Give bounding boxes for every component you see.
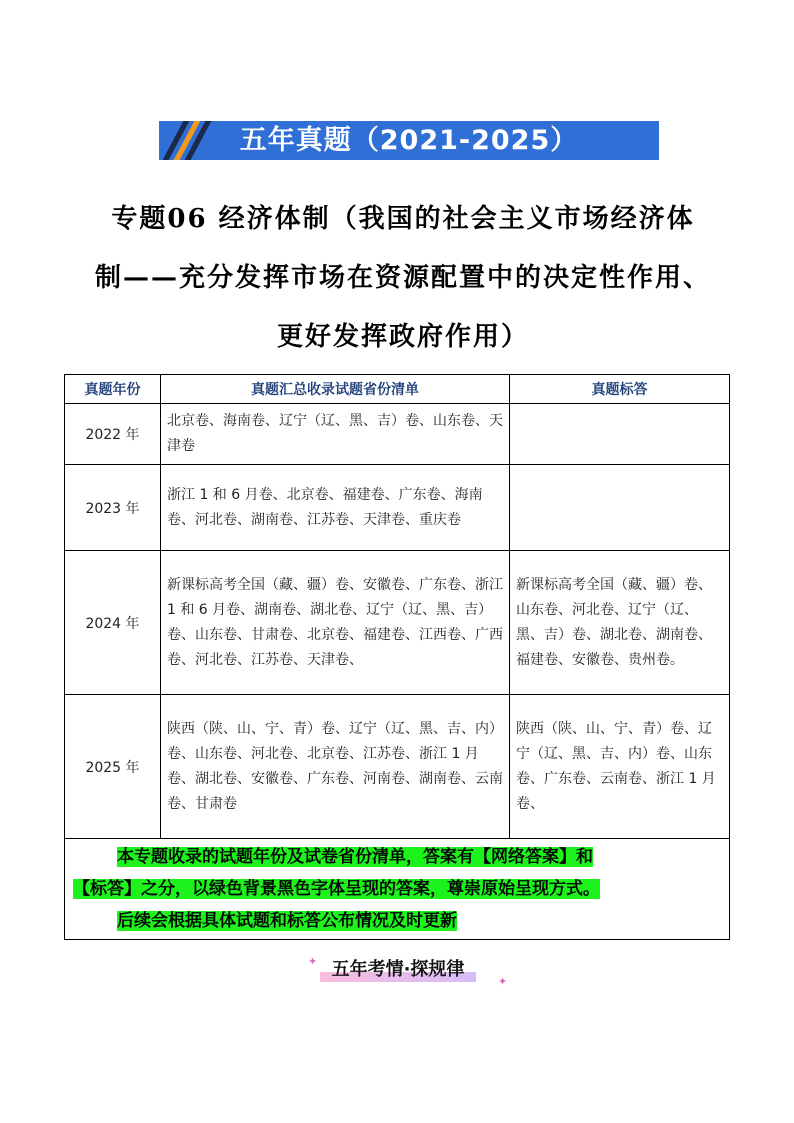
header-standard-answers: 真题标答 (510, 375, 730, 404)
table-row (65, 465, 730, 551)
sparkle-icon: ✦ (308, 955, 318, 968)
note-line: 本专题收录的试题年份及试卷省份清单，答案有【网络答案】和 (117, 847, 593, 867)
heading-line: 更好发挥政府作用） (276, 322, 529, 352)
note-cell (65, 839, 730, 940)
province-list-cell: 浙江 1 和 6 月卷、北京卷、福建卷、广东卷、海南卷、河北卷、湖南卷、江苏卷、天津卷、重庆卷 (161, 465, 510, 551)
section-tag: 五年考情·探规律 (331, 959, 465, 980)
note-line: 【标答】之分，以绿色背景黑色字体呈现的答案，尊崇原始呈现方式。 (73, 879, 600, 899)
answers-cell (510, 465, 730, 551)
note-row (65, 839, 730, 940)
title-banner (159, 121, 659, 160)
banner-title: 五年真题（2021-2025） (239, 125, 579, 156)
table-row (65, 551, 730, 695)
header-province-list: 真题汇总收录试题省份清单 (161, 375, 510, 404)
heading-line: 制——充分发挥市场在资源配置中的决定性作用、 (94, 263, 711, 293)
heading-line: 专题06 经济体制（我国的社会主义市场经济体 (111, 204, 695, 234)
province-list-cell: 新课标高考全国（藏、疆）卷、安徽卷、广东卷、浙江 1 和 6 月卷、湖南卷、湖北卷、辽宁（辽、黑、吉）卷、山东卷、甘肃卷、北京卷、福建卷、江西卷、广西卷、河北卷、江苏卷、天津卷、 (161, 551, 510, 695)
table-row (65, 695, 730, 839)
table-header-row (65, 375, 730, 404)
year-cell: 2024 年 (65, 551, 161, 695)
year-cell: 2022 年 (65, 404, 161, 465)
province-list-cell: 陕西（陕、山、宁、青）卷、辽宁（辽、黑、吉、内）卷、山东卷、河北卷、北京卷、江苏卷、浙江 1 月卷、湖北卷、安徽卷、广东卷、河南卷、湖南卷、云南卷、甘肃卷 (161, 695, 510, 839)
exam-years-table (64, 374, 730, 940)
table-row (65, 404, 730, 465)
answers-cell (510, 404, 730, 465)
sparkle-icon: ✦ (498, 975, 508, 988)
answers-cell: 陕西（陕、山、宁、青）卷、辽宁（辽、黑、吉、内）卷、山东卷、广东卷、云南卷、浙江 1 月卷、 (510, 695, 730, 839)
answers-cell: 新课标高考全国（藏、疆）卷、山东卷、河北卷、辽宁（辽、黑、吉）卷、湖北卷、湖南卷、福建卷、安徽卷、贵州卷。 (510, 551, 730, 695)
header-year: 真题年份 (65, 375, 161, 404)
year-cell: 2025 年 (65, 695, 161, 839)
topic-heading (78, 190, 728, 367)
province-list-cell: 北京卷、海南卷、辽宁（辽、黑、吉）卷、山东卷、天津卷 (161, 404, 510, 465)
year-cell: 2023 年 (65, 465, 161, 551)
note-line: 后续会根据具体试题和标答公布情况及时更新 (117, 911, 457, 931)
